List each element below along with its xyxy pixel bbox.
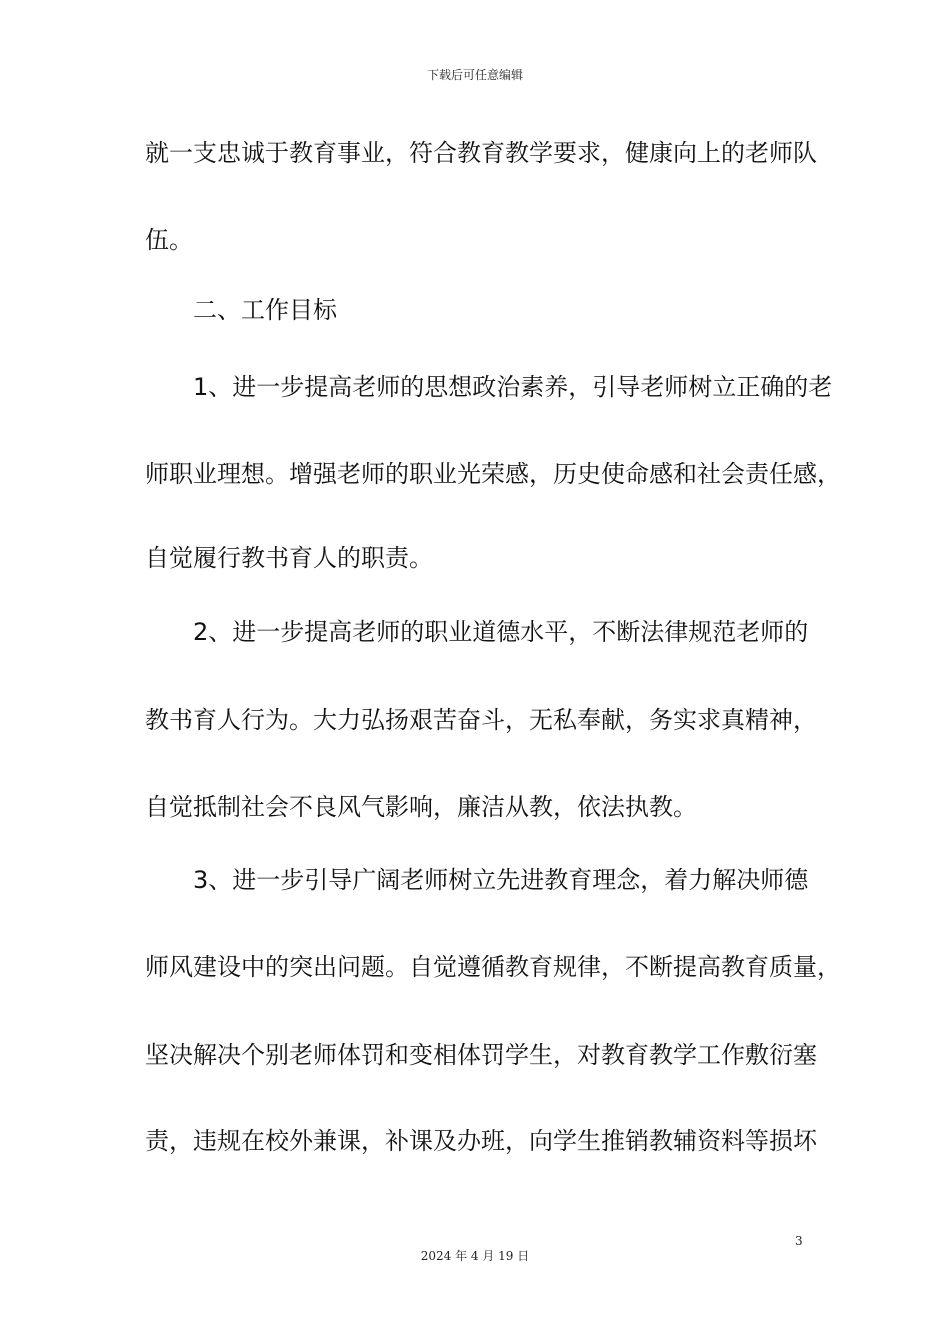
body-line-12: 坚决解决个别老师体罚和变相体罚学生，对教育教学工作敷衍塞: [145, 1041, 817, 1069]
body-line-1: 就一支忠诚于教育事业，符合教育教学要求，健康向上的老师队: [145, 139, 817, 167]
section-heading-goals: 二、工作目标: [145, 296, 337, 324]
page-header: 下载后可任意编辑: [426, 68, 523, 82]
page-footer-date: 2024 年 4 月 19 日: [420, 1249, 530, 1263]
body-line-5: 师职业理想。增强老师的职业光荣感，历史使命感和社会责任感，: [145, 460, 841, 488]
body-line-7: 2、进一步提高老师的职业道德水平，不断法律规范老师的: [145, 618, 809, 646]
body-line-10: 3、进一步引导广阔老师树立先进教育理念，着力解决师德: [145, 866, 809, 894]
body-line-8: 教书育人行为。大力弘扬艰苦奋斗，无私奉献，务实求真精神，: [145, 706, 817, 734]
body-line-9: 自觉抵制社会不良风气影响，廉洁从教，依法执教。: [145, 793, 697, 821]
body-line-6: 自觉履行教书育人的职责。: [145, 544, 433, 572]
body-line-2: 伍。: [145, 226, 193, 254]
body-line-4: 1、进一步提高老师的思想政治素养，引导老师树立正确的老: [145, 373, 833, 401]
body-line-11: 师风建设中的突出问题。自觉遵循教育规律，不断提高教育质量，: [145, 953, 841, 981]
page-number: 3: [795, 1234, 803, 1248]
body-line-13: 责，违规在校外兼课，补课及办班，向学生推销教辅资料等损坏: [145, 1127, 817, 1155]
